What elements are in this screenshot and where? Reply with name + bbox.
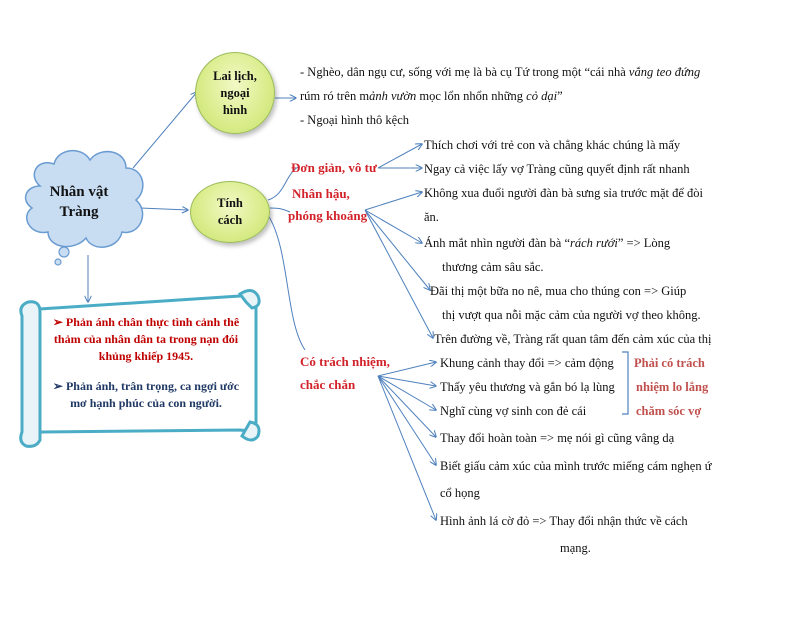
kind-detail-1: Không xua đuổi người đàn bà sưng sỉa trước mặt để đòi	[424, 186, 703, 200]
responsible-detail-3: Nghĩ cùng vợ sinh con đẻ cái	[440, 404, 587, 418]
meaning-item-2-text: Phản ánh, trân trọng, ca ngợi ước mơ hạnh phúc của con người.	[65, 379, 240, 410]
kind-detail-1b: ăn.	[424, 210, 439, 224]
kind-detail-3: Đãi thị một bữa no nê, mua cho thúng con => Giúp	[430, 284, 687, 298]
center-label-line2: Tràng	[59, 204, 99, 220]
personality-node	[190, 181, 270, 243]
responsible-detail-5b: cổ họng	[440, 486, 480, 500]
trait-simple: Đơn giản, vô tư	[291, 160, 377, 175]
kind-detail-2-suffix: ” => Lòng	[617, 236, 671, 250]
responsible-detail-5: Biết giấu cảm xúc của mình trước miếng cám nghẹn ứ	[440, 459, 712, 473]
responsible-detail-1: Khung cảnh thay đổi => cảm động	[440, 356, 614, 370]
background-detail-2-end: ”	[557, 89, 563, 103]
background-detail-2-mid: mọc lổn nhổn những	[416, 89, 527, 103]
responsible-detail-4: Thay đổi hoàn toàn => mẹ nói gì cũng vâng dạ	[440, 431, 675, 445]
kind-detail-3b: thị vượt qua nỗi mặc cảm của người vợ theo không.	[442, 308, 701, 322]
responsible-detail-2: Thấy yêu thương và gắn bó lạ lùng	[440, 380, 615, 394]
background-detail-1	[300, 64, 700, 80]
personality-node-line1: Tính	[217, 196, 243, 210]
responsibility-note-2: nhiệm lo lắng	[636, 380, 709, 394]
background-detail-1b	[300, 88, 563, 104]
bullet-arrow-icon: ➢	[52, 379, 66, 393]
background-detail-2-italic2: cỏ dại	[526, 89, 558, 103]
trait-responsible-line1: Có trách nhiệm,	[300, 354, 390, 369]
background-detail-1-italic: vắng teo đứng	[628, 65, 701, 79]
center-node-label	[25, 182, 133, 222]
responsible-detail-6b: mạng.	[560, 541, 591, 555]
trait-kind-line1: Nhân hậu,	[292, 186, 350, 201]
bullet-arrow-icon: ➢	[52, 315, 66, 329]
responsibility-note-3: chăm sóc vợ	[636, 404, 702, 418]
center-label-line1: Nhân vật	[49, 184, 109, 200]
background-node-line1: Lai lịch,	[213, 68, 257, 83]
meaning-item-1	[46, 314, 246, 365]
responsibility-note-1: Phải có trách	[634, 356, 705, 370]
meaning-item-1-text: Phản ánh chân thực tình cảnh thê thảm của nhân dân ta trong nạn đói khủng khiếp 1945.	[53, 315, 240, 363]
personality-node-line2: cách	[217, 213, 243, 227]
background-detail-1-prefix: - Nghèo, dân ngụ cư, sống với mẹ là bà cụ Tứ trong một “cái nhà	[300, 65, 629, 79]
background-node	[195, 52, 275, 134]
trait-responsible-line2: chắc chắn	[300, 377, 356, 392]
background-detail-2: - Ngoại hình thô kệch	[300, 113, 410, 127]
simple-detail-1: Thích chơi với trẻ con và chẳng khác chúng là mấy	[424, 138, 681, 152]
responsible-detail-6: Hình ảnh lá cờ đỏ => Thay đổi nhận thức về cách	[440, 514, 688, 528]
simple-detail-2: Ngay cả việc lấy vợ Tràng cũng quyết định rất nhanh	[424, 162, 690, 176]
background-node-line2: ngoại	[220, 85, 250, 100]
kind-detail-4: Trên đường về, Tràng rất quan tâm đến cảm xúc của thị	[434, 332, 712, 346]
kind-detail-2b: thương cảm sâu sắc.	[442, 260, 544, 274]
background-detail-2-italic1: ảnh vườn	[369, 89, 417, 103]
kind-detail-2-prefix: Ánh mắt nhìn người đàn bà “	[424, 236, 570, 250]
kind-detail-2-italic: rách rưới	[570, 236, 618, 250]
background-detail-2-start: rúm ró trên m	[300, 89, 370, 103]
meaning-item-2	[46, 378, 246, 412]
trait-kind-line2: phóng khoáng	[288, 208, 368, 223]
kind-detail-2	[424, 235, 670, 251]
background-node-line3: hình	[222, 102, 248, 117]
